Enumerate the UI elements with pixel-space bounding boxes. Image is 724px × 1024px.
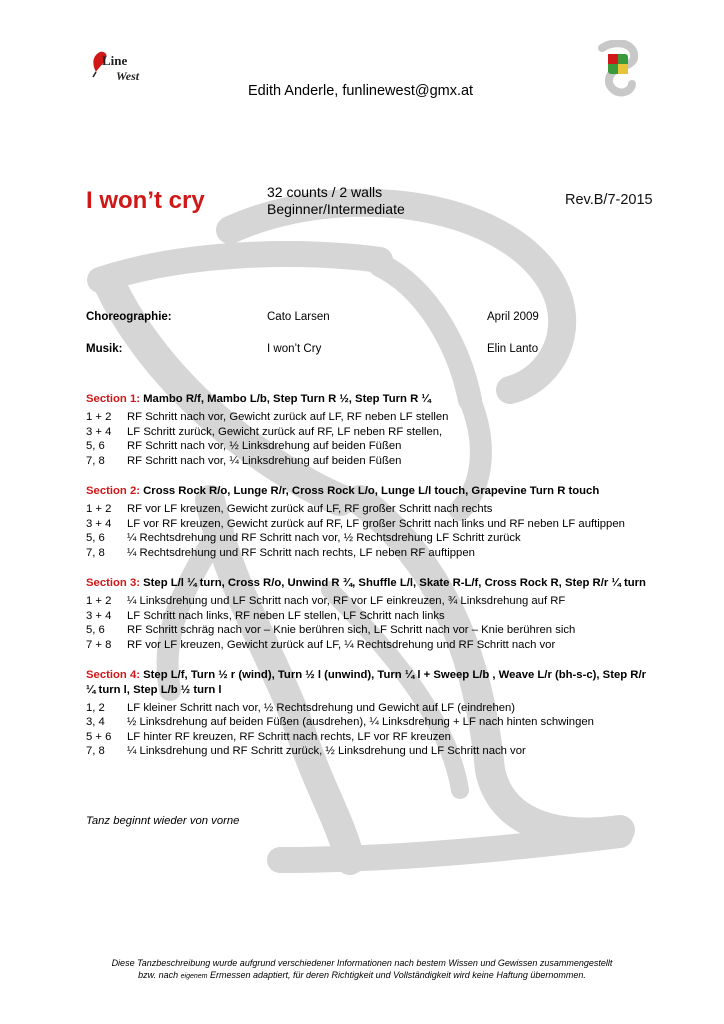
step-count: 1 + 2 bbox=[86, 411, 112, 424]
section-heading bbox=[86, 668, 656, 697]
dance-meta bbox=[267, 184, 405, 218]
step-count: 3 + 4 bbox=[86, 517, 112, 530]
step-count: 5, 6 bbox=[86, 532, 105, 545]
step-text: RF vor LF kreuzen, Gewicht zurück auf LF, ¼ Rechtsdrehung und RF Schritt nach vor bbox=[127, 638, 556, 651]
disclaimer-text: Ermessen adaptiert, für deren Richtigkeit und Vollständigkeit wird keine Haftung übernommen. bbox=[207, 970, 586, 980]
section-heading bbox=[86, 484, 656, 498]
step-count: 1, 2 bbox=[86, 701, 105, 714]
step-count: 1 + 2 bbox=[86, 595, 112, 608]
step-row bbox=[86, 638, 656, 652]
music-artist: Elin Lanto bbox=[487, 343, 539, 355]
section-title: Step L/l ¼ turn, Cross R/o, Unwind R ¾, Shuffle L/l, Skate R-L/f, Cross Rock R, Step R/r ¼ turn bbox=[140, 577, 646, 590]
logo-text-west: West bbox=[116, 69, 140, 83]
section-label: Section 3: bbox=[86, 577, 140, 590]
step-row bbox=[86, 546, 656, 560]
author-contact: Edith Anderle, funlinewest@gmx.at bbox=[248, 83, 474, 99]
step-count: 7, 8 bbox=[86, 745, 105, 758]
section-4 bbox=[86, 668, 656, 758]
section-label: Section 4: bbox=[86, 669, 140, 682]
dance-counts: 32 counts / 2 walls bbox=[267, 184, 383, 200]
step-text: ½ Linksdrehung auf beiden Füßen (ausdrehen), ¼ Linksdrehung + LF nach hinten schwingen bbox=[127, 716, 594, 729]
section-heading bbox=[86, 392, 656, 406]
step-count: 5 + 6 bbox=[86, 730, 112, 743]
disclaimer-text: bzw. nach bbox=[138, 970, 181, 980]
section-1 bbox=[86, 392, 656, 468]
step-count: 3 + 4 bbox=[86, 425, 112, 438]
step-text: LF hinter RF kreuzen, RF Schritt nach rechts, LF vor RF kreuzen bbox=[127, 730, 451, 743]
step-text: LF Schritt nach links, RF neben LF stellen, LF Schritt nach links bbox=[127, 609, 445, 622]
choreo-date: April 2009 bbox=[487, 311, 539, 323]
choreo-label: Choreographie: bbox=[86, 311, 172, 323]
crest-logo bbox=[594, 40, 638, 98]
step-text: ¼ Linksdrehung und LF Schritt nach vor, RF vor LF einkreuzen, ¾ Linksdrehung auf RF bbox=[127, 595, 566, 608]
section-heading bbox=[86, 576, 656, 590]
step-row bbox=[86, 594, 656, 608]
step-count: 3 + 4 bbox=[86, 609, 112, 622]
revision: Rev.B/7-2015 bbox=[565, 192, 653, 208]
disclaimer-footer bbox=[60, 957, 664, 983]
step-text: RF Schritt nach vor, ¼ Linksdrehung auf beiden Füßen bbox=[127, 454, 402, 467]
step-text: ¼ Rechtsdrehung und RF Schritt nach vor, ½ Rechtsdrehung LF Schritt zurück bbox=[127, 532, 521, 545]
disclaimer-small-word: eigenem bbox=[180, 973, 208, 980]
funline-west-logo bbox=[90, 50, 154, 86]
section-title: Mambo R/f, Mambo L/b, Step Turn R ½, Step Turn R ¼ bbox=[140, 393, 431, 405]
step-count: 1 + 2 bbox=[86, 503, 112, 516]
step-count: 5, 6 bbox=[86, 440, 105, 453]
dance-title: I won’t cry bbox=[86, 187, 205, 214]
step-count: 7, 8 bbox=[86, 454, 105, 467]
step-row bbox=[86, 730, 656, 744]
step-row bbox=[86, 531, 656, 545]
step-count: 7 + 8 bbox=[86, 638, 112, 651]
step-text: RF Schritt schräg nach vor – Knie berühren sich, LF Schritt nach vor – Knie berühren sich bbox=[127, 624, 576, 637]
step-row bbox=[86, 744, 656, 758]
closing-note: Tanz beginnt wieder von vorne bbox=[86, 815, 240, 827]
step-row bbox=[86, 701, 656, 715]
music-label: Musik: bbox=[86, 343, 123, 355]
step-text: LF Schritt zurück, Gewicht zurück auf RF, LF neben RF stellen, bbox=[127, 425, 443, 438]
step-row bbox=[86, 623, 656, 637]
step-text: RF Schritt nach vor, Gewicht zurück auf LF, RF neben LF stellen bbox=[127, 411, 449, 424]
step-count: 7, 8 bbox=[86, 546, 105, 559]
step-text: LF vor RF kreuzen, Gewicht zurück auf RF, LF großer Schritt nach links und RF neben LF auftippen bbox=[127, 517, 625, 530]
step-text: RF Schritt nach vor, ½ Linksdrehung auf beiden Füßen bbox=[127, 440, 402, 453]
section-3 bbox=[86, 576, 656, 652]
step-text: ¼ Linksdrehung und RF Schritt zurück, ½ Linksdrehung und LF Schritt nach vor bbox=[127, 745, 526, 758]
music-title: I won’t Cry bbox=[267, 343, 322, 355]
step-count: 3, 4 bbox=[86, 716, 105, 729]
step-row bbox=[86, 609, 656, 623]
step-row bbox=[86, 454, 656, 468]
step-row bbox=[86, 517, 656, 531]
disclaimer-line-2 bbox=[60, 969, 664, 983]
disclaimer-line-1: Diese Tanzbeschreibung wurde aufgrund verschiedener Informationen nach bestem Wissen und Gewissen zusammengestellt bbox=[111, 958, 613, 968]
step-sheet bbox=[86, 392, 656, 775]
section-label: Section 2: bbox=[86, 485, 140, 498]
step-row bbox=[86, 439, 656, 453]
step-row bbox=[86, 410, 656, 424]
section-2 bbox=[86, 484, 656, 560]
section-title: Step L/f, Turn ½ r (wind), Turn ½ l (unwind), Turn ¼ l + Sweep L/b , Weave L/r (bh-s-c), Step R/r ¼ turn l, Step L/b ½ turn l bbox=[86, 669, 646, 696]
step-row bbox=[86, 425, 656, 439]
step-row bbox=[86, 715, 656, 729]
step-text: RF vor LF kreuzen, Gewicht zurück auf LF, RF großer Schritt nach rechts bbox=[127, 503, 493, 516]
section-title: Cross Rock R/o, Lunge R/r, Cross Rock L/o, Lunge L/l touch, Grapevine Turn R touch bbox=[140, 485, 600, 498]
step-text: LF kleiner Schritt nach vor, ½ Rechtsdrehung und Gewicht auf LF (eindrehen) bbox=[127, 701, 516, 714]
choreo-name: Cato Larsen bbox=[267, 311, 330, 323]
section-label: Section 1: bbox=[86, 393, 140, 405]
step-count: 5, 6 bbox=[86, 624, 105, 637]
dance-level: Beginner/Intermediate bbox=[267, 201, 405, 217]
step-text: ¼ Rechtsdrehung und RF Schritt nach rechts, LF neben RF auftippen bbox=[127, 546, 475, 559]
logo-text-line: Line bbox=[102, 53, 128, 68]
step-row bbox=[86, 502, 656, 516]
